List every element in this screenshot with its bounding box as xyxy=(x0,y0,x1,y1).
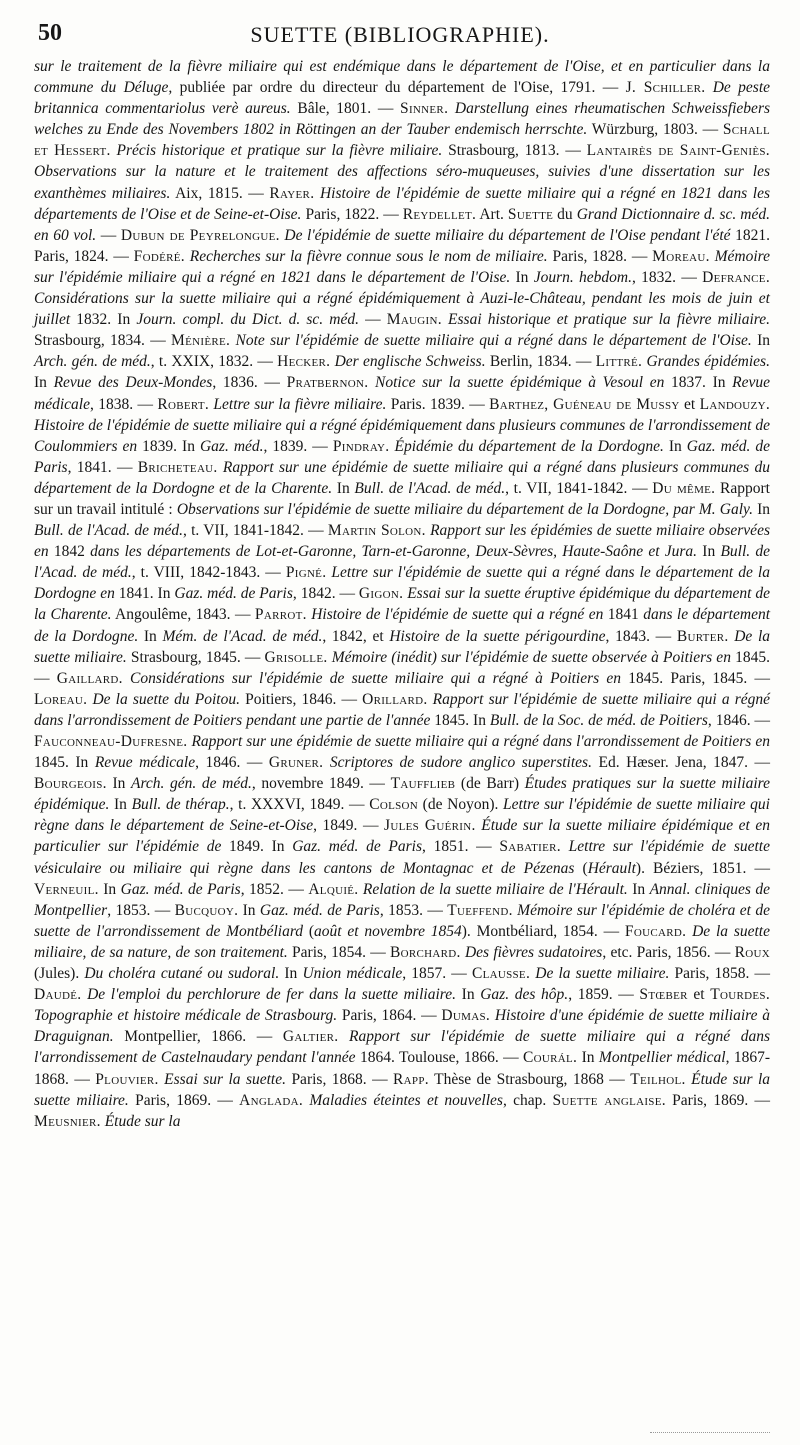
author-name: Landouzy. xyxy=(699,395,770,413)
author-name: Reydellet. xyxy=(402,205,477,223)
citation-text: Strasbourg, 1834. — xyxy=(34,332,172,350)
citation-text: , 1853. — xyxy=(107,901,175,919)
work-title: Gaz. méd. de Paris xyxy=(120,880,241,898)
work-title: Lettre sur l'épidémie de suette vésiculaire ou miliaire qui règne dans les cantons de Montagnac et de Pézenas xyxy=(34,838,770,877)
citation-text: Paris, 1868. — xyxy=(286,1070,394,1088)
work-title: Mémoire (inédit) sur l'épidémie de suette observée à Poitiers en xyxy=(327,648,731,666)
work-title: Rapport sur une épidémie de suette miliaire qui a régné dans l'arrondissement de Poitiers en xyxy=(187,733,770,750)
work-title: Considérations sur l'épidémie de suette miliaire qui a régné à Poitiers en xyxy=(122,669,622,687)
citation-text: Paris, 1869. — xyxy=(128,1091,240,1109)
author-name: Lantairès de Saint-Geniès. xyxy=(586,142,770,160)
citation-text: — xyxy=(96,226,121,244)
author-name: Pindray. xyxy=(332,437,390,455)
work-title: Observations sur l'épidémie de suette miliaire du département de la Dordogne, par M. Galy. xyxy=(176,500,753,518)
citation-text: — xyxy=(358,311,387,329)
author-name: Fauconneau-Dufresne. xyxy=(34,733,188,750)
citation-text: 1839. In xyxy=(137,437,200,455)
citation-text: ). Montbéliard, 1854. — xyxy=(461,922,625,940)
author-name: Roux xyxy=(734,943,770,961)
citation-text: et xyxy=(687,986,711,1004)
author-name: Jules Guérin. xyxy=(384,817,476,835)
citation-text: du xyxy=(553,205,577,223)
work-title: Bull. de l'Acad. de méd. xyxy=(34,543,771,582)
work-title: Rapport sur l'épidémie de suette miliaire qui a régné dans l'arrondissement de Poitiers pendant une partie de l'année xyxy=(34,690,770,729)
author-name: Meusnier. xyxy=(34,1112,101,1130)
citation-text: , 1867-1868. — xyxy=(34,1049,771,1088)
citation-text: 1841. In xyxy=(114,585,175,603)
citation-text: 1845. In xyxy=(430,711,490,729)
work-title: Gaz. des hôp. xyxy=(480,986,569,1004)
author-name: Grisolle. xyxy=(264,648,328,666)
work-title: Hérault xyxy=(587,859,636,877)
author-name: Dubun de Peyrelongue. xyxy=(120,226,280,244)
citation-text: et xyxy=(679,395,700,413)
citation-text: 1837. In xyxy=(664,374,733,392)
work-title: De la suette miliaire, de sa nature, de son traitement. xyxy=(34,922,770,961)
work-title: Arch. gén. de méd. xyxy=(130,775,252,793)
work-title: Grand Dictionnaire d. sc. méd. en 60 vol. xyxy=(34,205,770,244)
citation-text: In xyxy=(238,901,260,919)
citation-text: , t. VIII, 1842-1843. — xyxy=(131,564,286,582)
author-name: Bourgeois. xyxy=(34,775,107,793)
citation-text: 1832. In xyxy=(70,311,137,329)
work-title: De peste britannica commentariolus verè aureus. xyxy=(34,79,771,118)
work-title: Essai sur la suette éruptive épidémique du département de la Charente. xyxy=(34,585,770,624)
author-name: Tourdes. xyxy=(710,986,771,1004)
author-name: Martin Solon. xyxy=(327,522,426,540)
citation-text: 1821. Paris, 1824. — xyxy=(34,226,771,265)
citation-text: , 1852. — xyxy=(240,880,309,898)
work-title: Mémoire sur l'épidémie de choléra et de suette de l'arrondissement de Montbéliard xyxy=(34,901,770,940)
work-title: dans le département de la Dordogne. xyxy=(34,606,771,645)
citation-text: In xyxy=(751,332,770,350)
work-title: Montpellier médical xyxy=(598,1049,726,1067)
citation-text: Poitiers, 1846. — xyxy=(239,690,363,708)
citation-text: In xyxy=(510,268,534,286)
work-title: Observations sur la nature et le traitement des affections séro-muqueuses, suivies d'une dissertation sur les exanthèmes miliaires. xyxy=(34,163,770,202)
work-title: Essai sur la suette. xyxy=(158,1070,286,1088)
author-name: Taufflieb xyxy=(390,775,456,793)
citation-text: In xyxy=(109,796,132,814)
citation-text: Paris. 1839. — xyxy=(386,395,490,413)
citation-text: In xyxy=(752,500,770,518)
work-title: Mém. de l'Acad. de méd. xyxy=(162,627,323,645)
author-name: Gruner. xyxy=(268,754,324,772)
work-title: Note sur l'épidémie de suette miliaire qui a régné dans le département de l'Oise. xyxy=(230,332,752,350)
citation-text: , 1841. — xyxy=(67,458,138,476)
author-name: Burter. xyxy=(676,627,729,645)
citation-text: Paris, 1858. — xyxy=(669,965,771,983)
citation-text: (de Barr) xyxy=(455,775,525,793)
work-title: Lettre sur l'épidémie de suette qui a régné dans le département de la Dordogne en xyxy=(34,564,770,603)
citation-text: In xyxy=(98,880,121,898)
work-title: Lettre sur la fièvre miliaire. xyxy=(209,395,387,413)
citation-text: ). Béziers, 1851. — xyxy=(635,859,770,877)
citation-text: Paris, 1828. — xyxy=(547,247,653,265)
citation-text: , 1846. — xyxy=(195,754,269,772)
citation-text: , chap. xyxy=(502,1091,553,1109)
work-title: Rapport sur une épidémie de suette miliaire qui a régné dans plusieurs communes du département de la Dordogne et de la Charente. xyxy=(34,458,770,497)
work-title: De l'emploi du perchlorure de fer dans la suette miliaire. xyxy=(81,986,456,1004)
work-title: Gaz. méd. de Paris xyxy=(34,437,770,476)
citation-text: In xyxy=(332,479,355,497)
author-name: Clausse. xyxy=(471,965,531,983)
citation-text: , 1843. — xyxy=(605,627,677,645)
citation-text: In xyxy=(663,437,687,455)
author-name: Ménière. xyxy=(171,332,231,350)
author-name: Galtier. xyxy=(282,1028,339,1046)
citation-text: 1864. Toulouse, 1866. — xyxy=(355,1049,523,1067)
author-name: Dumas. xyxy=(441,1007,491,1025)
citation-text: , 1853. — xyxy=(379,901,448,919)
bibliography-paragraph xyxy=(34,56,770,1132)
author-name: Pratbernon. xyxy=(286,374,369,392)
running-title: SUETTE (BIBLIOGRAPHIE). xyxy=(250,22,550,47)
work-title: Histoire de la suette périgourdine xyxy=(389,627,606,645)
author-name: Bricheteau. xyxy=(137,458,218,476)
author-name: Foucard. xyxy=(624,922,687,940)
author-name: Orillard. xyxy=(362,690,428,708)
work-title: Rapport sur les épidémies de suette miliaire observées en xyxy=(34,522,770,561)
citation-text: 1845. In xyxy=(34,754,95,772)
author-name: Suette anglaise. xyxy=(552,1091,666,1109)
author-name: Courál. xyxy=(523,1049,578,1067)
citation-text: , 1832. — xyxy=(632,268,703,286)
citation-text: , 1842, et xyxy=(322,627,390,645)
work-title: Arch. gén. de méd. xyxy=(34,353,151,371)
author-name: Anglada. xyxy=(239,1091,304,1109)
page-number: 50 xyxy=(38,20,62,46)
citation-text: Paris, 1854. — xyxy=(287,943,391,961)
citation-text: In xyxy=(279,965,303,983)
author-name: Daudé. xyxy=(34,986,82,1004)
citation-text: , 1849. — xyxy=(313,817,385,835)
work-title: Notice sur la suette épidémique à Vesoul en xyxy=(368,374,665,392)
author-name: Parrot. xyxy=(254,606,307,624)
author-name: Sinner. xyxy=(400,100,449,118)
work-title: Union médicale xyxy=(302,965,403,983)
work-title: Revue médicale xyxy=(94,754,196,772)
citation-text: Strasbourg, 1813. — xyxy=(442,142,587,160)
work-title: Des fièvres sudatoires xyxy=(460,943,603,961)
work-title: Gaz. méd. de Paris xyxy=(259,901,380,919)
author-name: Pigné. xyxy=(285,564,327,582)
citation-text: Würzburg, 1803. — xyxy=(587,121,723,139)
citation-text: 1842 xyxy=(48,543,91,561)
work-title: Précis historique et pratique sur la fièvre miliaire. xyxy=(110,142,443,160)
author-name: Hecker. xyxy=(277,353,331,371)
work-title: Histoire d'une épidémie de suette miliaire à Draguignan. xyxy=(34,1007,770,1046)
author-name: Tueffend. xyxy=(447,901,513,919)
work-title: De la suette du Poitou. xyxy=(87,690,240,708)
bibliography-text xyxy=(34,56,770,1132)
work-title: Considérations sur la suette miliaire qui a régné épidémiquement à Auzi-le-Château, pendant les mois de juin et juillet xyxy=(34,290,770,329)
work-title: Journ. compl. du Dict. d. sc. méd. xyxy=(136,311,359,329)
work-title: Bull. de l'Acad. de méd. xyxy=(34,522,183,540)
author-name: Alquié. xyxy=(308,880,359,898)
citation-text: In xyxy=(456,986,481,1004)
citation-text: In xyxy=(138,627,163,645)
citation-text: Thèse de Strasbourg, 1868 — xyxy=(428,1070,631,1088)
citation-text: Bâle, 1801. — xyxy=(290,100,401,118)
author-name: Defrance. xyxy=(702,268,770,286)
work-title: Essai historique et pratique sur la fièvre miliaire. xyxy=(441,311,770,329)
work-title: Gaz. méd. de Paris xyxy=(292,838,423,856)
citation-text: , 1842. — xyxy=(292,585,359,603)
citation-text: (de Noyon). xyxy=(418,796,504,814)
work-title: Histoire de l'épidémie de suette qui a régné en xyxy=(306,606,604,624)
author-name: Rayer. xyxy=(269,184,315,202)
work-title: Recherches sur la fièvre connue sous le nom de miliaire. xyxy=(184,247,548,265)
work-title: Bull. de thérap. xyxy=(131,796,230,814)
work-title: Relation de la suette miliaire de l'Hérault. xyxy=(358,880,628,898)
author-name: Du même. xyxy=(652,479,716,497)
work-title: Histoire de l'épidémie de suette miliaire qui a régné épidémiquement dans plusieurs communes de l'arrondissement de Coulommiers en xyxy=(34,416,770,455)
author-name: Maugin. xyxy=(386,311,442,329)
work-title: Bull. de la Soc. de méd. de Poitiers xyxy=(489,711,708,729)
work-title: Topographie et histoire médicale de Strasbourg. xyxy=(34,1007,338,1025)
work-title: Revue des Deux-Mondes xyxy=(53,374,213,392)
citation-text: (Jules). xyxy=(34,965,85,983)
author-name: Rapp. xyxy=(393,1070,429,1088)
work-title: Histoire de l'épidémie de suette miliaire qui a régné en 1821 dans les départements de l'Oise et de Seine-et-Oise. xyxy=(34,184,770,223)
work-title: Étude sur la suette miliaire. xyxy=(34,1070,771,1109)
citation-text: Paris, 1864. — xyxy=(337,1007,442,1025)
work-title: Épidémie du département de la Dordogne. xyxy=(389,437,664,455)
citation-text: publiée par ordre du directeur du département de l'Oise, 1791. — xyxy=(172,79,626,97)
work-title: août et novembre 1854 xyxy=(314,922,462,940)
citation-text: Angoulême, 1843. — xyxy=(111,606,255,624)
work-title: De la suette miliaire. xyxy=(530,965,670,983)
work-title: Lettre sur l'épidémie de suette miliaire qui règne dans le département de Seine-et-Oise xyxy=(34,796,770,835)
work-title: Étude sur la suette miliaire épidémique et en particulier sur l'épidémie de xyxy=(34,817,771,856)
work-title: sur le traitement de la fièvre miliaire qui est endémique dans le département de l'Oise, et en particulier dans la commune du Déluge, xyxy=(34,58,770,97)
citation-text: , 1859. — xyxy=(568,986,640,1004)
citation-text: ( xyxy=(303,922,315,940)
citation-text: 1845. Paris, 1845. — xyxy=(621,669,771,687)
citation-text: ( xyxy=(574,859,588,877)
author-name: Plouvier. xyxy=(95,1070,159,1088)
work-title: Der englische Schweiss. xyxy=(330,353,486,371)
author-name: Robert. xyxy=(157,395,210,413)
citation-text: , 1857. — xyxy=(402,965,472,983)
citation-text: Ed. Hæser. Jena, 1847. — xyxy=(591,754,771,772)
citation-text: In xyxy=(106,775,131,793)
citation-text: , 1836. — xyxy=(212,374,287,392)
work-title: De l'épidémie de suette miliaire du département de l'Oise pendant l'été xyxy=(279,226,731,244)
work-title: Maladies éteintes et nouvelles xyxy=(303,1091,503,1109)
author-name: Schall et Hessert. xyxy=(34,121,770,160)
work-title: Journ. hebdom. xyxy=(533,268,632,286)
work-title: Bull. de l'Acad. de méd. xyxy=(354,479,506,497)
citation-text: , t. XXIX, 1832. — xyxy=(150,353,278,371)
work-title: Étude sur la xyxy=(100,1112,181,1130)
work-title: Mémoire sur l'épidémie miliaire qui a régné en 1821 dans le département de l'Oise. xyxy=(34,247,770,286)
author-name: J. Schiller. xyxy=(625,79,706,97)
work-title: Darstellung eines rheumatischen Schweissfiebers welches zu Ende des Novembers 1802 in Röttingen an der Tauber endemisch herrschte. xyxy=(34,100,771,139)
author-name: Sabatier. xyxy=(499,838,561,856)
work-title: Gaz. méd. xyxy=(199,437,264,455)
citation-text: 1849. In xyxy=(221,838,293,856)
citation-text: In xyxy=(34,374,54,392)
author-name: Verneuil. xyxy=(34,880,99,898)
page-header xyxy=(30,14,770,54)
citation-text: Strasbourg, 1845. — xyxy=(126,648,265,666)
citation-text: In xyxy=(577,1049,599,1067)
work-title: Grandes épidémies. xyxy=(642,353,770,371)
citation-text: , 1839. — xyxy=(263,437,333,455)
work-title: Du choléra cutané ou sudoral. xyxy=(84,965,280,983)
citation-text: Rapport sur un travail intitulé : xyxy=(34,479,770,518)
work-title: Rapport sur l'épidémie de suette miliaire qui a régné dans l'arrondissement de Castelnaudary pendant l'année xyxy=(34,1028,771,1067)
work-title: Gaz. méd. de Paris xyxy=(174,585,293,603)
author-name: Littré. xyxy=(595,353,643,371)
citation-text: Berlin, 1834. — xyxy=(485,353,596,371)
citation-text: , t. XXXVI, 1849. — xyxy=(229,796,370,814)
author-name: Fodéré. xyxy=(133,247,185,265)
work-title: Revue médicale xyxy=(34,374,770,413)
citation-text: 1845. — xyxy=(34,648,770,687)
author-name: Suette xyxy=(507,205,554,223)
work-title: dans les départements de Lot-et-Garonne, Tarn-et-Garonne, Deux-Sèvres, Haute-Saône et Jura. xyxy=(90,543,698,561)
author-name: Stœber xyxy=(639,986,688,1004)
author-name: Barthez, Guéneau de Mussy xyxy=(489,395,680,413)
work-title: De la suette miliaire. xyxy=(34,627,771,666)
citation-text: , 1846. — xyxy=(707,711,770,729)
citation-text: 1841 xyxy=(603,606,644,624)
author-name: Gigon. xyxy=(358,585,404,603)
citation-text: , t. VII, 1841-1842. — xyxy=(182,522,328,540)
author-name: Gaillard. xyxy=(56,669,123,687)
citation-text: In xyxy=(627,880,650,898)
bottom-rule xyxy=(650,1432,770,1433)
citation-text: Montpellier, 1866. — xyxy=(113,1028,283,1046)
author-name: Borchard. xyxy=(390,943,461,961)
citation-text: Paris, 1869. — xyxy=(665,1091,770,1109)
citation-text: In xyxy=(697,543,721,561)
citation-text: , novembre 1849. — xyxy=(251,775,391,793)
work-title: Études pratiques sur la suette miliaire épidémique. xyxy=(34,775,771,814)
citation-text: , t. VII, 1841-1842. — xyxy=(505,479,653,497)
author-name: Loreau. xyxy=(34,690,88,708)
citation-text: Paris, 1822. — xyxy=(301,205,403,223)
citation-text: , 1851. — xyxy=(422,838,500,856)
citation-text: Art. xyxy=(476,205,508,223)
citation-text: , 1838. — xyxy=(89,395,158,413)
work-title: Scriptores de sudore anglico superstites. xyxy=(323,754,592,772)
work-title: Annal. cliniques de Montpellier xyxy=(34,880,770,919)
author-name: Moreau. xyxy=(652,247,710,265)
citation-text: Aix, 1815. — xyxy=(170,184,270,202)
citation-text: , etc. Paris, 1856. — xyxy=(602,943,735,961)
author-name: Bucquoy. xyxy=(174,901,239,919)
author-name: Teilhol. xyxy=(630,1070,686,1088)
author-name: Colson xyxy=(369,796,418,814)
